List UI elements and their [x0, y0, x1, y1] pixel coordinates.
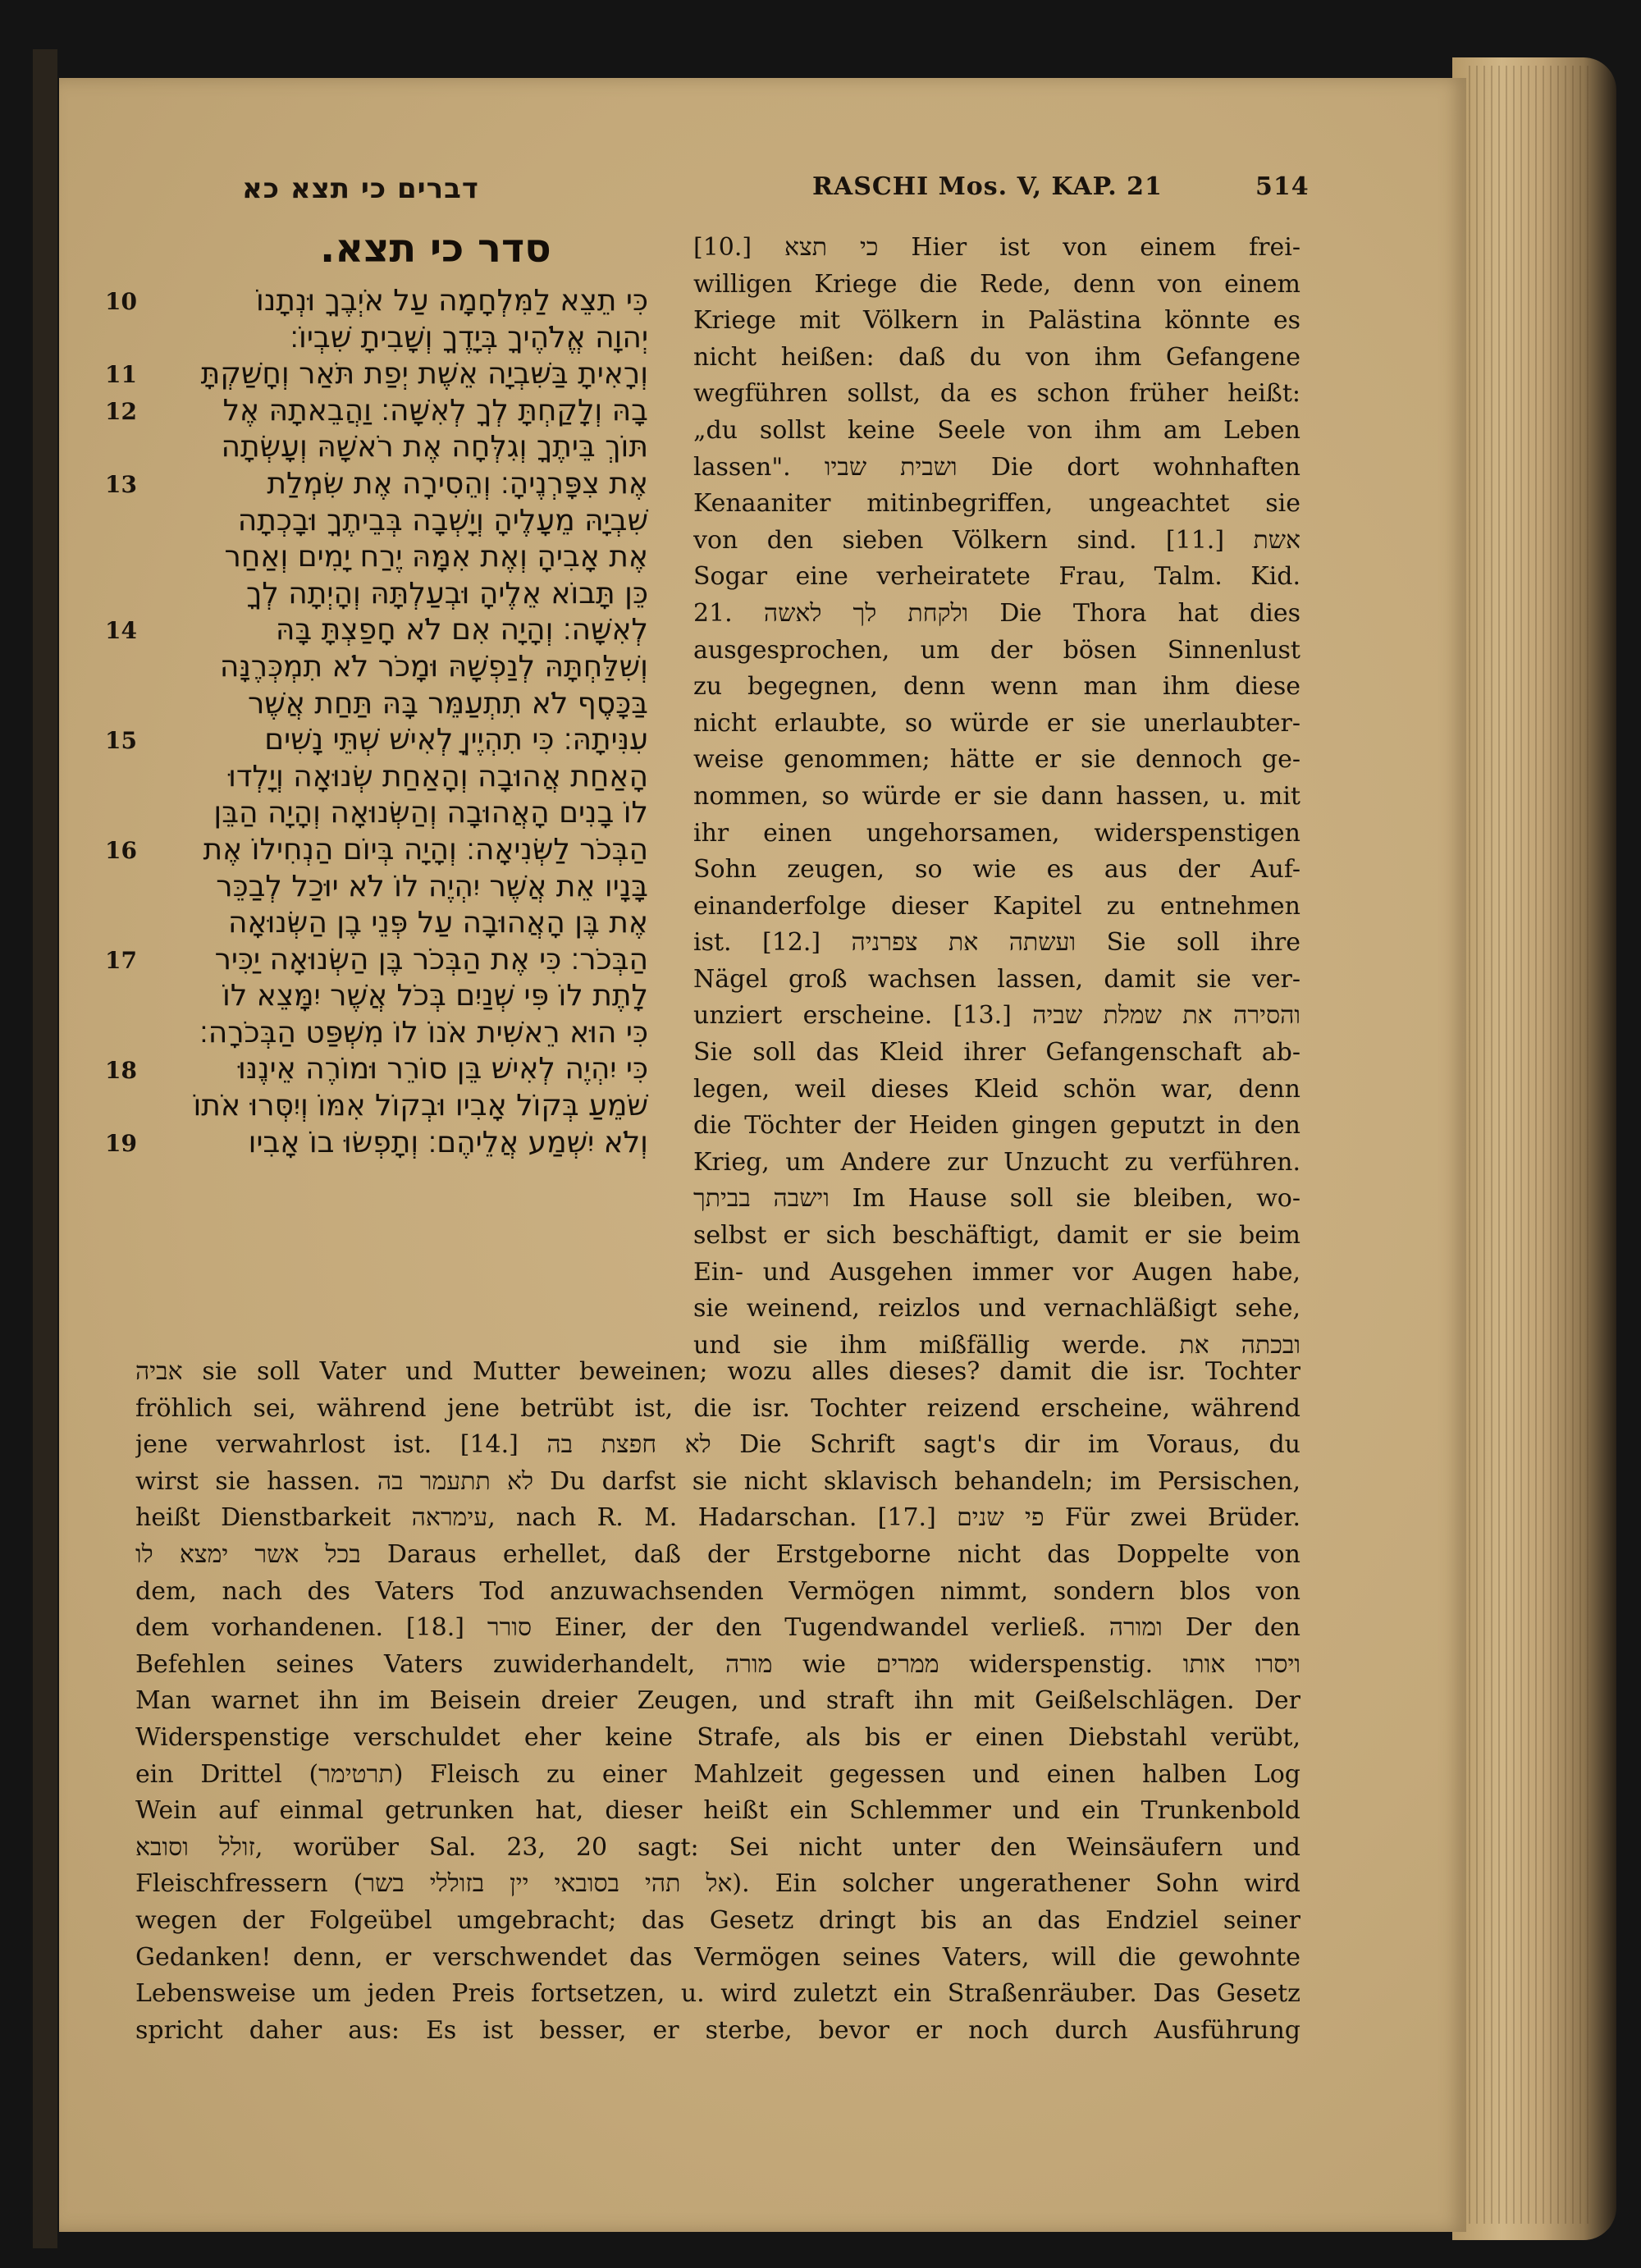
commentary-line: nommen, so würde er sie dann hassen, u. mit [693, 781, 1300, 811]
hebrew-line: כִּי תֵצֵא לַמִּלְחָמָה עַל אֹיְבֶךָ וּנְתָנוֹ [256, 284, 648, 318]
commentary-line: spricht daher aus: Es ist besser, er sterbe, bevor er noch durch Ausführung [135, 2015, 1300, 2045]
verse-number: 10 [105, 288, 137, 315]
hebrew-line: יְהוָה אֱלֹהֶיךָ בְּיָדֶךָ וְשָׁבִיתָ שִׁבְיוֹ׃ [290, 320, 648, 354]
hebrew-line: הָאַחַת אֲהוּבָה וְהָאַחַת שְׂנוּאָה וְיָלְדוּ [228, 759, 648, 793]
hebrew-line: הַבְּכֹר לַשְּׂנִיאָה׃ וְהָיָה בְּיוֹם הַנְחִילוֹ אֶת [203, 832, 648, 867]
commentary-line: Fleischfressern (אל תהי בסובאי יין בזוללי בשר). Ein solcher ungerathener Sohn wird [135, 1869, 1300, 1899]
commentary-line: dem, nach des Vaters Tod anzuwachsenden Vermögen nimmt, sondern blos von [135, 1576, 1300, 1606]
commentary-line: unziert erscheine. [13.] והסירה את שמלת שביה [693, 1001, 1300, 1031]
verse-number: 14 [105, 617, 137, 645]
commentary-line: Befehlen seines Vaters zuwiderhandelt, מורה wie ממרים widerspenstig. ויסרו אותו [135, 1649, 1300, 1679]
hebrew-line: שִׁבְיָהּ מֵעָלֶיהָ וְיָשְׁבָה בְּבֵיתֶךָ וּבָכְתָה [237, 503, 648, 537]
hebrew-line: לְאִשָּׁה׃ וְהָיָה אִם לֹא חָפַצְתָּ בָּהּ [275, 613, 648, 647]
commentary-line: legen, weil dieses Kleid schön war, denn [693, 1074, 1300, 1104]
commentary-line: „du sollst keine Seele von ihm am Leben [693, 415, 1300, 445]
commentary-line: 21. ולקחת לך לאשה Die Thora hat dies [693, 598, 1300, 628]
commentary-line: ausgesprochen, um der bösen Sinnenlust [693, 635, 1300, 665]
commentary-line: Widerspenstige verschuldet eher keine Strafe, als bis er einen Diebstahl verübt, [135, 1722, 1300, 1752]
commentary-line: Krieg, um Andere zur Unzucht zu verführen. [693, 1147, 1300, 1177]
hebrew-line: בָהּ וְלָקַחְתָּ לְךָ לְאִשָּׁה׃ וַהֲבֵאתָהּ אֶל [222, 393, 648, 428]
commentary-line: Lebensweise um jeden Preis fortsetzen, u. wird zuletzt ein Straßenräuber. Das Gesetz [135, 1979, 1300, 2009]
verse-number: 15 [105, 727, 137, 755]
commentary-line: Gedanken! denn, er verschwendet das Vermögen seines Vaters, will die gewohnte [135, 1942, 1300, 1972]
verse-number: 16 [105, 837, 137, 864]
hebrew-line: אֶת בֶּן הָאֲהוּבָה עַל פְּנֵי בֶן הַשְּׂנוּאָה [228, 906, 648, 940]
commentary-line: Ein- und Ausgehen immer vor Augen habe, [693, 1257, 1300, 1287]
commentary-line: וישבה בביתך Im Hause soll sie bleiben, wo- [693, 1184, 1300, 1214]
hebrew-line: בָּנָיו אֵת אֲשֶׁר יִהְיֶה לוֹ לֹא יוּכַל לְבַכֵּר [216, 869, 648, 903]
commentary-line: heißt Dienstbarkeit עימראה, nach R. M. Hadarschan. [17.] פי שנים Für zwei Brüder. [135, 1503, 1300, 1533]
commentary-line: die Töchter der Heiden gingen geputzt in den [693, 1111, 1300, 1141]
verse-number: 18 [105, 1056, 137, 1084]
commentary-line: Man warnet ihn im Beisein dreier Zeugen, und straft ihn mit Geißelschlägen. Der [135, 1686, 1300, 1716]
running-head-hebrew: דברים כי תצא כא [242, 172, 479, 205]
commentary-line: lassen". ושבית שביו Die dort wohnhaften [693, 452, 1300, 482]
commentary-line: Nägel groß wachsen lassen, damit sie ver- [693, 964, 1300, 994]
hebrew-line: לָתֶת לוֹ פִּי שְׁנַיִם בְּכֹל אֲשֶׁר יִמָּצֵא לוֹ [222, 979, 648, 1013]
verse-number: 17 [105, 946, 137, 974]
commentary-line: ihr einen ungehorsamen, widerspenstigen [693, 818, 1300, 848]
commentary-line: Kenaaniter mitinbegriffen, ungeachtet sie [693, 489, 1300, 519]
hebrew-line: עִנִּיתָהּ׃ כִּי תִהְיֶיןָ לְאִישׁ שְׁתֵּי נָשִׁים [264, 723, 648, 757]
hebrew-line: כִּי הוּא רֵאשִׁית אֹנוֹ לוֹ מִשְׁפַּט הַבְּכֹרָה׃ [199, 1015, 648, 1049]
commentary-line: sie weinend, reizlos und vernachläßigt sehe, [693, 1294, 1300, 1324]
commentary-line: weise genommen; hätte er sie dennoch ge- [693, 745, 1300, 775]
hebrew-line: שֹׁמֵעַ בְּקוֹל אָבִיו וּבְקוֹל אִמּוֹ וְיִסְּרוּ אֹתוֹ [193, 1089, 648, 1123]
commentary-line: jene verwahrlost ist. [14.] לא חפצת בה Die Schrift sagt's dir im Voraus, du [135, 1430, 1300, 1460]
hebrew-line: אֶת צִפָּרְנֶיהָ׃ וְהֵסִירָה אֶת שִׂמְלַת [267, 466, 648, 501]
commentary-line: ein Drittel (תרטימר) Fleisch zu einer Mahlzeit gegessen und einen halben Log [135, 1759, 1300, 1789]
german-commentary-column [693, 230, 1300, 1364]
book-gutter [33, 49, 57, 2248]
verse-number: 12 [105, 397, 137, 425]
commentary-line: wirst sie hassen. לא תתעמר בה Du darfst sie nicht sklavisch behandeln; im Persischen, [135, 1466, 1300, 1496]
commentary-line: Sie soll das Kleid ihrer Gefangenschaft ab- [693, 1038, 1300, 1068]
commentary-line: Sogar eine verheiratete Frau, Talm. Kid. [693, 562, 1300, 592]
full-width-commentary [135, 1354, 1300, 2049]
hebrew-line: וְשִׁלַּחְתָּהּ לְנַפְשָׁהּ וּמָכֹר לֹא תִמְכְּרֶנָּה [219, 649, 648, 684]
commentary-line: und sie ihm mißfällig werde. ובכתה את [693, 1330, 1300, 1360]
commentary-line: Sohn zeugen, so wie es aus der Auf- [693, 855, 1300, 885]
commentary-line: בכל אשר ימצא לו Daraus erhellet, daß der Erstgeborne nicht das Doppelte von [135, 1539, 1300, 1569]
commentary-line: von den sieben Völkern sind. [11.] אשת [693, 525, 1300, 555]
commentary-line: ist. [12.] ועשתה את צפרניה Sie soll ihre [693, 928, 1300, 958]
hebrew-line: תּוֹךְ בֵּיתֶךָ וְגִלְּחָה אֶת רֹאשָׁהּ וְעָשְׂתָה [221, 430, 648, 464]
commentary-line: nicht heißen: daß du von ihm Gefangene [693, 342, 1300, 372]
commentary-line: אביה sie soll Vater und Mutter beweinen; wozu alles dieses? damit die isr. Tochter [135, 1357, 1300, 1386]
hebrew-line: וְרָאִיתָ בַּשִּׁבְיָה אֵשֶׁת יְפַת תֹּאַר וְחָשַׁקְתָּ [200, 357, 648, 391]
hebrew-line: הַבְּכֹר׃ כִּי אֶת הַבְּכֹר בֶּן הַשְּׂנוּאָה יַכִּיר [214, 942, 648, 976]
page-number: 514 [1255, 172, 1310, 201]
commentary-line: nicht erlaubte, so würde er sie unerlaubter- [693, 708, 1300, 738]
commentary-line: [10.] כי תצא Hier ist von einem frei- [693, 233, 1300, 262]
commentary-line: זולל וסובא, worüber Sal. 23, 20 sagt: Sei nicht unter den Weinsäufern und [135, 1832, 1300, 1862]
commentary-line: Wein auf einmal getrunken hat, dieser heißt ein Schlemmer und ein Trunkenbold [135, 1796, 1300, 1826]
commentary-line: wegen der Folgeübel umgebracht; das Gesetz dringt bis an das Endziel seiner [135, 1905, 1300, 1935]
commentary-line: wegführen sollst, da es schon früher heißt: [693, 379, 1300, 409]
hebrew-line: כֵּן תָּבוֹא אֵלֶיהָ וּבְעַלְתָּהּ וְהָיְתָה לְךָ [245, 576, 648, 610]
running-head-title: RASCHI Mos. V, KAP. 21 [812, 172, 1163, 201]
page-edge-lines [1469, 66, 1592, 2224]
commentary-line: einanderfolge dieser Kapitel zu entnehmen [693, 891, 1300, 921]
commentary-line: selbst er sich beschäftigt, damit er sie beim [693, 1221, 1300, 1251]
verse-number: 11 [105, 361, 137, 389]
hebrew-line: בַּכָּסֶף לֹא תִתְעַמֵּר בָּהּ תַּחַת אֲשֶׁר [247, 686, 648, 720]
commentary-line: fröhlich sei, während jene betrübt ist, die isr. Tochter reizend erscheine, während [135, 1393, 1300, 1423]
commentary-line: dem vorhandenen. [18.] סורר Einer, der den Tugendwandel verließ. ומורה Der den [135, 1613, 1300, 1643]
hebrew-text-column [148, 283, 648, 1161]
verse-number: 19 [105, 1129, 137, 1157]
commentary-line: willigen Kriege die Rede, denn von einem [693, 269, 1300, 299]
commentary-line: Kriege mit Völkern in Palästina könnte es [693, 306, 1300, 336]
hebrew-line: לוֹ בָנִים הָאֲהוּבָה וְהַשְּׂנוּאָה וְהָיָה הַבֵּן [213, 796, 648, 830]
sidra-heading: סדר כי תצא. [320, 226, 551, 272]
hebrew-line: כִּי יִהְיֶה לְאִישׁ בֵּן סוֹרֵר וּמוֹרֶה אֵינֶנּוּ [237, 1052, 648, 1086]
hebrew-line: אֶת אָבִיהָ וְאֶת אִמָּהּ יֶרַח יָמִים וְאַחַר [224, 540, 648, 574]
commentary-line: zu begegnen, denn wenn man ihm diese [693, 672, 1300, 702]
hebrew-line: וְלֹא יִשְׁמַע אֲלֵיהֶם׃ וְתָפְשׂוּ בוֹ אָבִיו [248, 1125, 648, 1159]
verse-number: 13 [105, 471, 137, 498]
